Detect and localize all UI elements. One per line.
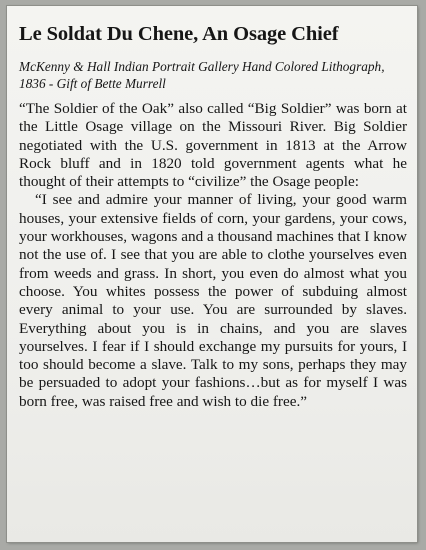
placard-paragraph-quote: “I see and admire your manner of living, your good warm houses, your extensive fields of corn, your gardens, your cows, your workhouses, wagons and a thousand machines that I know not the use of. I see that you are able to clothe yourselves even from weeds and grass. In short, you even do almost what you choose. You whites possess the power of subduing almost every animal to your use. You are surrounded by slaves. Everything about you is in chains, and you are slaves yourselves. I fear if I should exchange my pursuits for yours, I too should become a slave. Talk to my sons, perhaps they may be persuaded to adopt your fashions…but as for myself I was born free, was raised free and wish to die free.” bbox=[19, 191, 407, 410]
placard-title: Le Soldat Du Chene, An Osage Chief bbox=[19, 23, 339, 45]
museum-placard bbox=[7, 6, 417, 542]
placard-paragraph-intro: “The Soldier of the Oak” also called “Big Soldier” was born at the Little Osage village on the Missouri River. Big Soldier negotiated with the U.S. government in 1813 at the Arrow Rock bluff and in 1820 told government agents what he thought of their attempts to “civilize” the Osage people: bbox=[19, 100, 407, 191]
placard-subtitle: McKenny & Hall Indian Portrait Gallery Hand Colored Lithograph, 1836 - Gift of Bette Murrell bbox=[19, 59, 385, 91]
